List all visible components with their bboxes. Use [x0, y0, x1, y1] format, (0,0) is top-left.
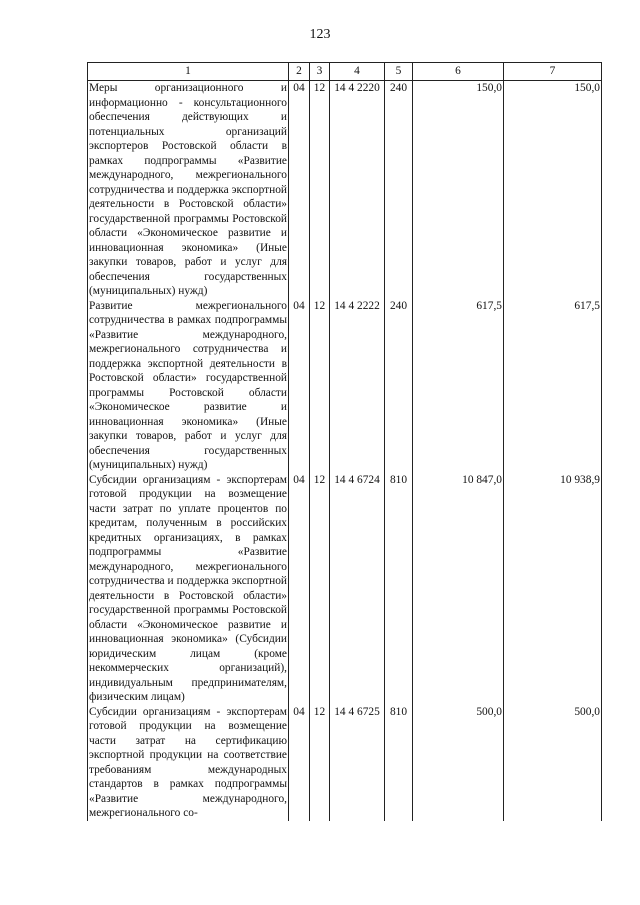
row-amount-year2: 150,0 — [504, 81, 602, 299]
row-section: 04 — [289, 81, 310, 299]
header-col-7: 7 — [504, 63, 602, 81]
row-name: Субсидии организациям - экспортерам готовой продукции на возмещение части затрат по уплате процентов по кредитам, полученным в российских кредитных организациях, в рамках подпрограммы «Развитие международного, межрегионального сотрудничества и поддержка экспортной деятельности в Ростовской области» государственной программы Ростовской области «Экономическое развитие и инновационная экономика» (Субсидии юридическим лицам (кроме некоммерческих организаций), индивидуальным предпринимателям, физическим лицам) — [89, 473, 287, 703]
row-amount-year1: 10 847,0 — [413, 473, 504, 705]
row-subsection: 12 — [310, 473, 330, 705]
header-col-1: 1 — [88, 63, 289, 81]
row-section: 04 — [289, 705, 310, 821]
header-col-2: 2 — [289, 63, 310, 81]
table-row — [88, 81, 602, 299]
table-header-row — [88, 63, 602, 81]
row-target-code: 14 4 2220 — [330, 81, 385, 299]
row-amount-year2: 617,5 — [504, 299, 602, 473]
row-name: Меры организационного и информационно - консультационного обеспечения действующих и потенциальных организаций экспортеров Ростовской области в рамках подпрограммы «Развитие международного, межрегионального сотрудничества и поддержка экспортной деятельности в Ростовской области» государственной программы Ростовской области «Экономическое развитие и инновационная экономика» (Иные закупки товаров, работ и услуг для обеспечения государственных (муниципальных) нужд) — [89, 82, 287, 297]
row-amount-year2: 500,0 — [504, 705, 602, 821]
row-subsection: 12 — [310, 81, 330, 299]
header-col-3: 3 — [310, 63, 330, 81]
row-target-code: 14 4 2222 — [330, 299, 385, 473]
header-col-6: 6 — [413, 63, 504, 81]
row-section: 04 — [289, 299, 310, 473]
row-expense-type: 240 — [385, 299, 413, 473]
table-row — [88, 473, 602, 705]
row-subsection: 12 — [310, 299, 330, 473]
row-name: Субсидии организациям - экспортерам готовой продукции на возмещение части затрат на сертификацию экспортной продукции на соответствие требованиям международных стандартов в рамках подпрограммы «Развитие международного, межрегионального со- — [89, 705, 287, 819]
row-subsection: 12 — [310, 705, 330, 821]
row-amount-year1: 617,5 — [413, 299, 504, 473]
row-expense-type: 240 — [385, 81, 413, 299]
row-expense-type: 810 — [385, 705, 413, 821]
table-row — [88, 705, 602, 821]
row-target-code: 14 4 6725 — [330, 705, 385, 821]
row-name: Развитие межрегионального сотрудничества в рамках подпрограммы «Развитие международного, межрегионального сотрудничества и поддержка экспортной деятельности в Ростовской области» государственной программы Ростовской области «Экономическое развитие и инновационная экономика» (Иные закупки товаров, работ и услуг для обеспечения государственных (муниципальных) нужд) — [89, 299, 287, 471]
row-target-code: 14 4 6724 — [330, 473, 385, 705]
row-expense-type: 810 — [385, 473, 413, 705]
budget-table — [87, 62, 602, 821]
header-col-5: 5 — [385, 63, 413, 81]
row-amount-year1: 150,0 — [413, 81, 504, 299]
table-row — [88, 299, 602, 473]
header-col-4: 4 — [330, 63, 385, 81]
page-number: 123 — [309, 27, 331, 42]
row-section: 04 — [289, 473, 310, 705]
row-amount-year1: 500,0 — [413, 705, 504, 821]
row-amount-year2: 10 938,9 — [504, 473, 602, 705]
